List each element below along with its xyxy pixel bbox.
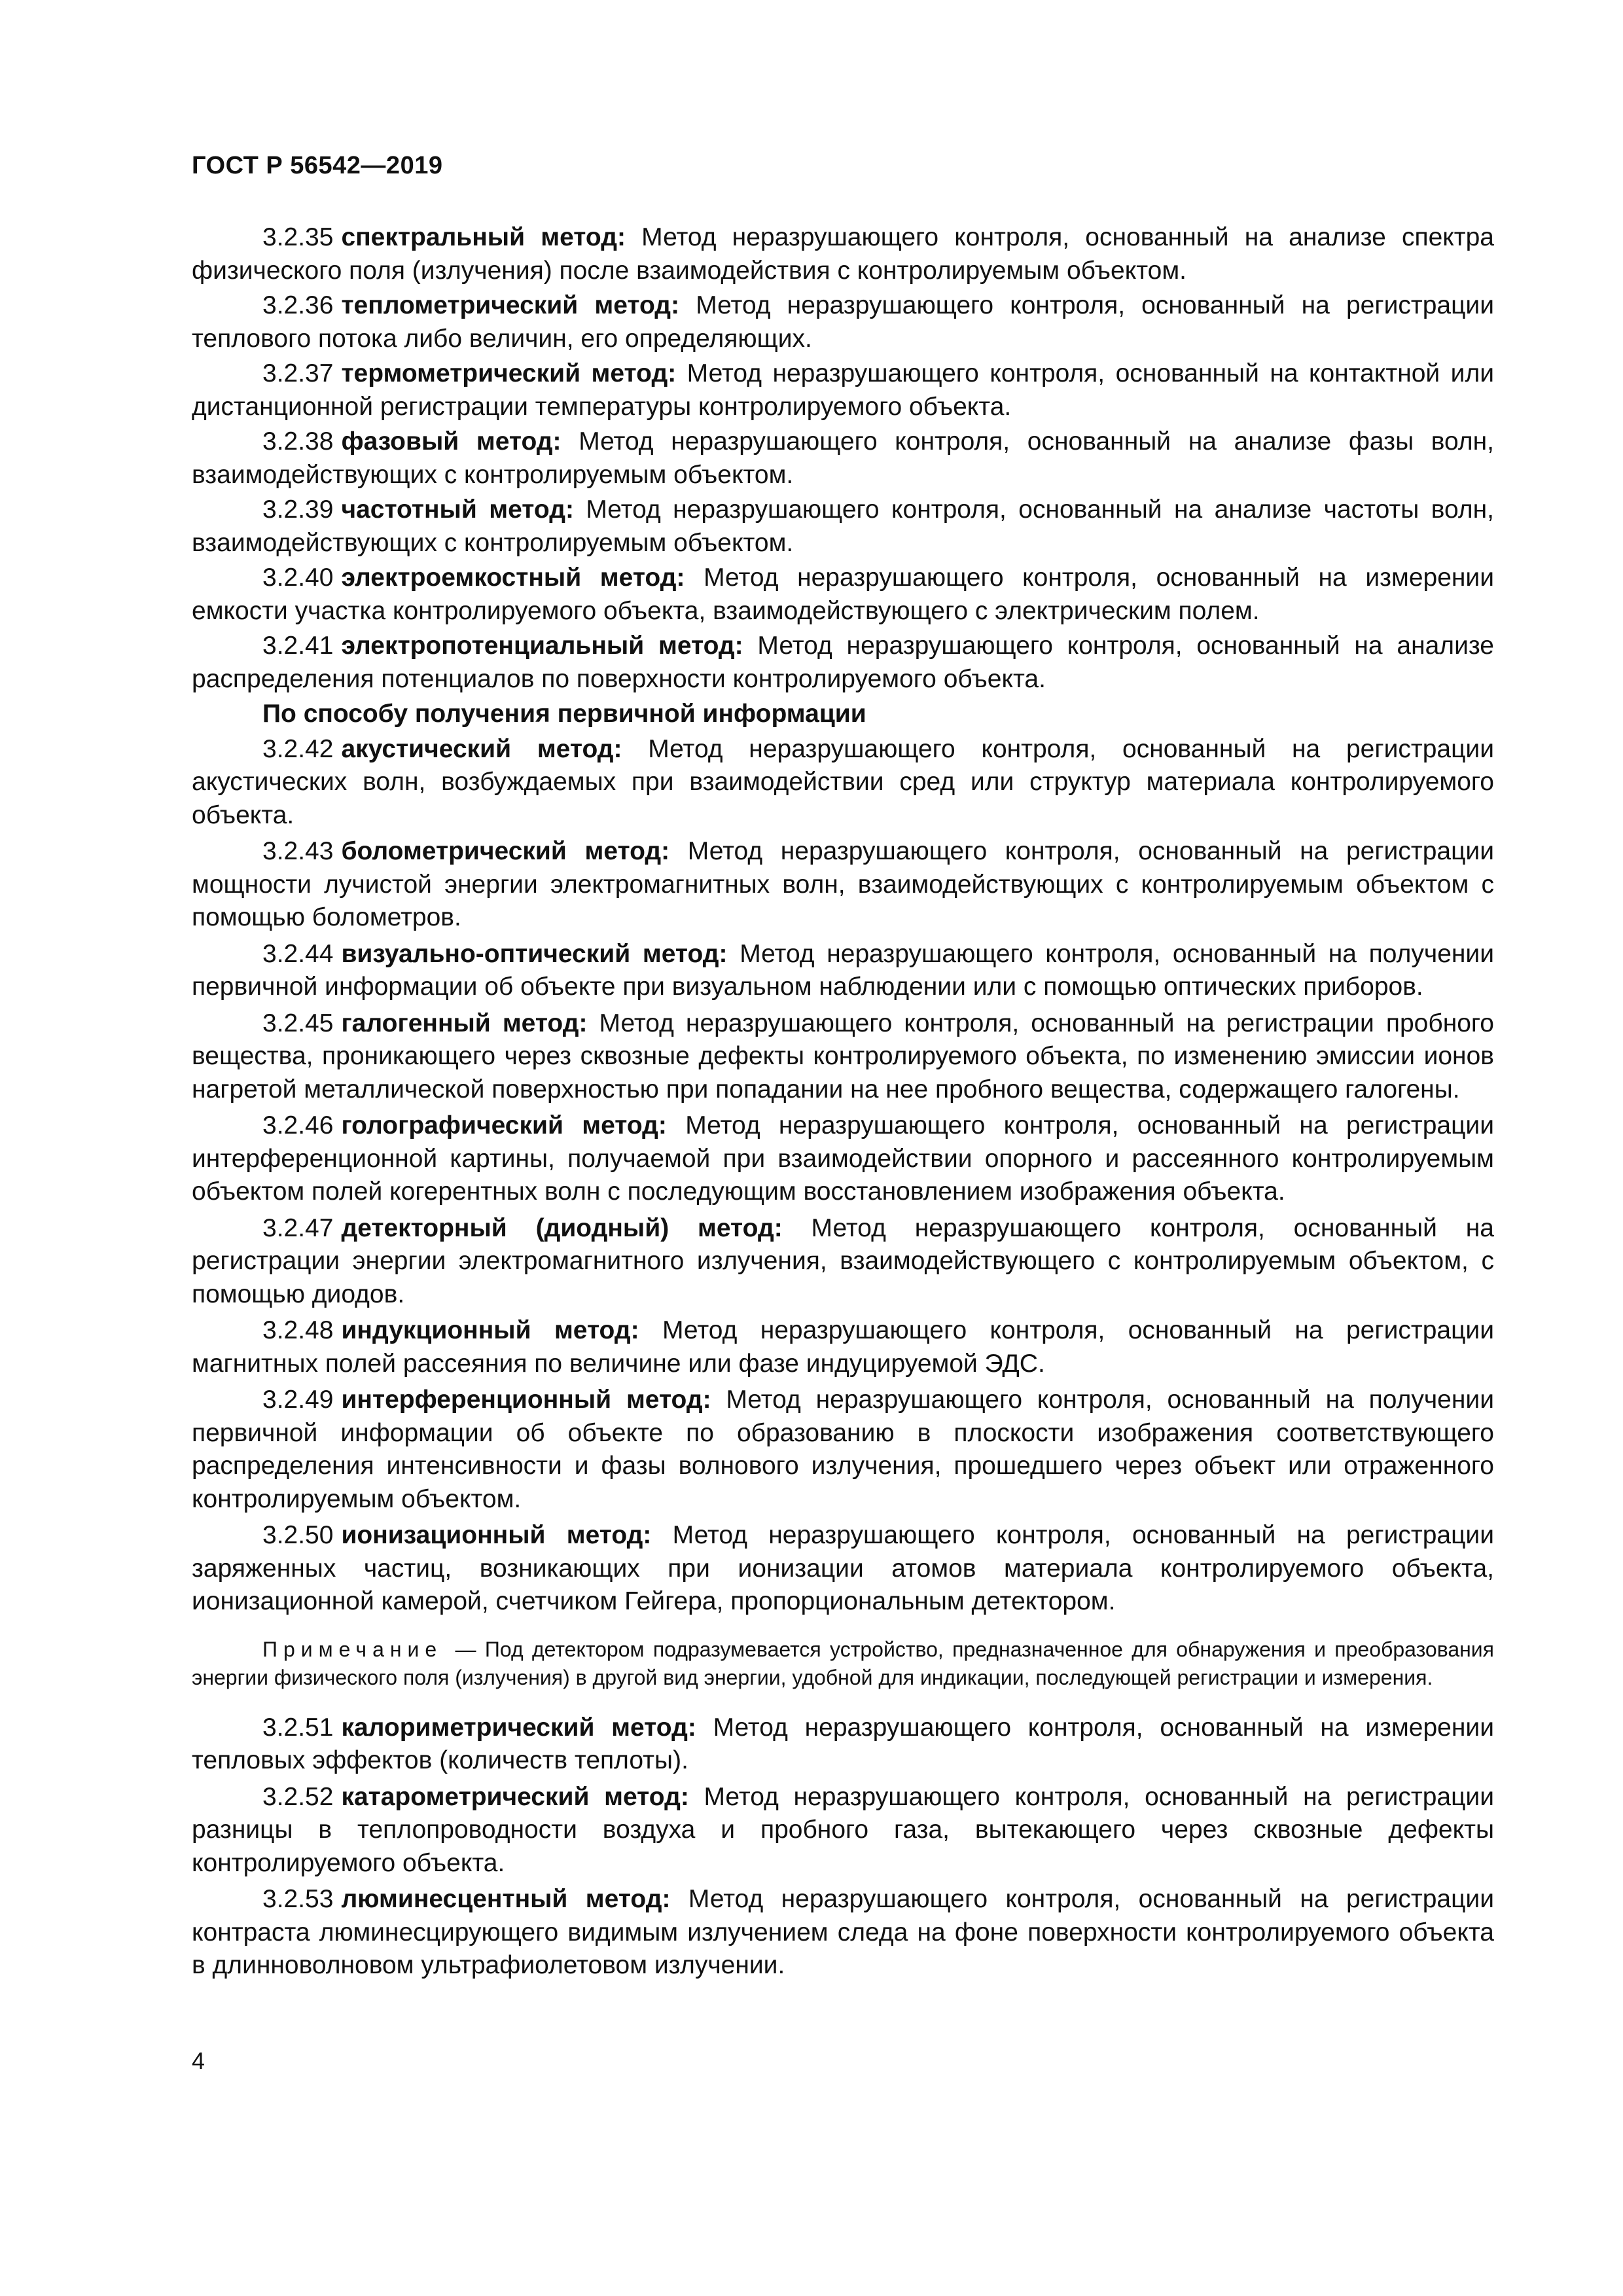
term-name: электроемкостный метод: xyxy=(341,564,685,592)
term-name: индукционный метод: xyxy=(341,1316,639,1344)
term-definition: Метод неразрушающего контроля, основанный на регистрации теплового потока либо величин, его определяющих. xyxy=(192,291,1494,353)
term-entry xyxy=(192,1109,1494,1209)
term-definition: Метод неразрушающего контроля, основанный на получении первичной информации об объекте по образованию в плоскости изображения соответствующего распределения интенсивности и фазы волнового излучения, прошедшего через объект или отраженного контролируемым объектом. xyxy=(192,1386,1494,1513)
term-number: 3.2.46 xyxy=(262,1111,334,1139)
term-definition: Метод неразрушающего контроля, основанный на регистрации энергии электромагнитного излучения, взаимодействующего с контролируемым объектом, с помощью диодов. xyxy=(192,1213,1494,1308)
term-name: катарометрический метод: xyxy=(341,1782,689,1811)
term-number: 3.2.47 xyxy=(262,1213,334,1242)
term-number: 3.2.49 xyxy=(262,1386,334,1414)
term-number: 3.2.48 xyxy=(262,1316,334,1344)
term-entry xyxy=(192,562,1494,628)
term-name: визуально-оптический метод: xyxy=(341,939,728,968)
entries-group-c xyxy=(192,1712,1494,1982)
term-definition: Метод неразрушающего контроля, основанный на регистрации заряженных частиц, возникающих при ионизации атомов материала контролируемого объекта, ионизационной камерой, счетчиком Гейгера, пропорциональным детектором. xyxy=(192,1521,1494,1615)
term-number: 3.2.52 xyxy=(262,1782,334,1811)
page-number: 4 xyxy=(192,2047,205,2074)
term-definition: Метод неразрушающего контроля, основанный на анализе спектра физического поля (излучения) после взаимодействия с контролируемым объектом. xyxy=(192,223,1494,285)
note-text: — Под детектором подразумевается устройство, предназначенное для обнаружения и преобразования энергии физического поля (излучения) в другой вид энергии, удобной для индикации, последующей регистрации и измерения. xyxy=(192,1637,1494,1689)
note-label: Примечание xyxy=(262,1637,443,1661)
document-body xyxy=(192,221,1494,1984)
term-entry xyxy=(192,493,1494,560)
term-number: 3.2.51 xyxy=(262,1713,334,1742)
term-name: теплометрический метод: xyxy=(341,291,680,319)
term-number: 3.2.38 xyxy=(262,427,334,456)
term-entry xyxy=(192,1781,1494,1880)
term-entry xyxy=(192,1519,1494,1619)
term-number: 3.2.36 xyxy=(262,291,334,319)
term-entry xyxy=(192,221,1494,287)
term-name: спектральный метод: xyxy=(341,223,626,251)
term-definition: Метод неразрушающего контроля, основанный на регистрации контраста люминесцирующего видимым излучением следа на фоне поверхности контролируемого объекта в длинноволновом ультрафиолетовом излучении. xyxy=(192,1885,1495,1979)
term-number: 3.2.35 xyxy=(262,223,334,251)
term-name: частотный метод: xyxy=(341,495,574,524)
entries-group-b xyxy=(192,733,1494,1619)
term-entry xyxy=(192,425,1494,492)
term-number: 3.2.50 xyxy=(262,1521,334,1549)
term-definition: Метод неразрушающего контроля, основанный на измерении тепловых эффектов (количеств теплоты). xyxy=(192,1713,1494,1774)
term-name: акустический метод: xyxy=(341,734,622,763)
term-definition: Метод неразрушающего контроля, основанный на контактной или дистанционной регистрации температуры контролируемого объекта. xyxy=(192,359,1494,421)
entries-group-a xyxy=(192,221,1494,696)
term-definition: Метод неразрушающего контроля, основанный на получении первичной информации об объекте при визуальном наблюдении или с помощью оптических приборов. xyxy=(192,939,1494,1001)
term-entry xyxy=(192,630,1494,696)
term-number: 3.2.44 xyxy=(262,939,334,968)
term-definition: Метод неразрушающего контроля, основанный на анализе частоты волн, взаимодействующих с контролируемым объектом. xyxy=(192,495,1494,557)
term-definition: Метод неразрушающего контроля, основанный на анализе фазы волн, взаимодействующих с контролируемым объектом. xyxy=(192,427,1494,489)
term-definition: Метод неразрушающего контроля, основанный на регистрации пробного вещества, проникающего через сквозные дефекты контролируемого объекта, по изменению эмиссии ионов нагретой металлической поверхностью при попадании на нее пробного вещества, содержащего галогены. xyxy=(192,1009,1494,1103)
term-entry xyxy=(192,1007,1494,1107)
term-definition: Метод неразрушающего контроля, основанный на регистрации разницы в теплопроводности воздуха и пробного газа, вытекающего через сквозные дефекты контролируемого объекта. xyxy=(192,1782,1495,1877)
term-definition: Метод неразрушающего контроля, основанный на анализе распределения потенциалов по поверхности контролируемого объекта. xyxy=(192,632,1494,693)
term-definition: Метод неразрушающего контроля, основанный на регистрации мощности лучистой энергии электромагнитных волн, взаимодействующих с контролируемым объектом с помощью болометров. xyxy=(192,837,1494,931)
term-name: болометрический метод: xyxy=(341,837,670,865)
term-number: 3.2.42 xyxy=(262,734,334,763)
term-entry xyxy=(192,1314,1494,1380)
term-name: детекторный (диодный) метод: xyxy=(341,1213,783,1242)
term-number: 3.2.40 xyxy=(262,564,334,592)
term-name: галогенный метод: xyxy=(341,1009,588,1037)
term-definition: Метод неразрушающего контроля, основанный на регистрации магнитных полей рассеяния по величине или фазе индуцируемой ЭДС. xyxy=(192,1316,1494,1378)
term-name: термометрический метод: xyxy=(341,359,677,387)
term-number: 3.2.39 xyxy=(262,495,334,524)
term-name: ионизационный метод: xyxy=(341,1521,652,1549)
term-entry xyxy=(192,1712,1494,1778)
term-name: люминесцентный метод: xyxy=(341,1885,671,1913)
section-subheading: По способу получения первичной информации xyxy=(262,700,866,728)
term-name: фазовый метод: xyxy=(341,427,562,456)
term-number: 3.2.45 xyxy=(262,1009,334,1037)
term-entry xyxy=(192,289,1494,355)
term-name: голографический метод: xyxy=(341,1111,667,1139)
term-name: калориметрический метод: xyxy=(341,1713,696,1742)
term-entry xyxy=(192,938,1494,1004)
term-entry xyxy=(192,1384,1494,1516)
document-header: ГОСТ Р 56542—2019 xyxy=(192,152,443,179)
term-number: 3.2.43 xyxy=(262,837,334,865)
note xyxy=(192,1636,1494,1692)
term-entry xyxy=(192,1883,1494,1982)
term-definition: Метод неразрушающего контроля, основанный на регистрации интерференционной картины, получаемой при взаимодействии опорного и рассеянного контролируемым объектом полей когерентных волн с последующим восстановлением изображения объекта. xyxy=(192,1111,1494,1206)
term-number: 3.2.37 xyxy=(262,359,334,387)
term-name: интерференционный метод: xyxy=(341,1386,711,1414)
term-entry xyxy=(192,357,1494,423)
term-entry xyxy=(192,1212,1494,1312)
term-number: 3.2.41 xyxy=(262,632,334,660)
term-number: 3.2.53 xyxy=(262,1885,334,1913)
term-entry xyxy=(192,835,1494,935)
term-definition: Метод неразрушающего контроля, основанный на регистрации акустических волн, возбуждаемых при взаимодействии сред или структур материала контролируемого объекта. xyxy=(192,734,1494,829)
term-definition: Метод неразрушающего контроля, основанный на измерении емкости участка контролируемого объекта, взаимодействующего с электрическим полем. xyxy=(192,564,1495,625)
term-entry xyxy=(192,733,1494,833)
term-name: электропотенциальный метод: xyxy=(341,632,743,660)
